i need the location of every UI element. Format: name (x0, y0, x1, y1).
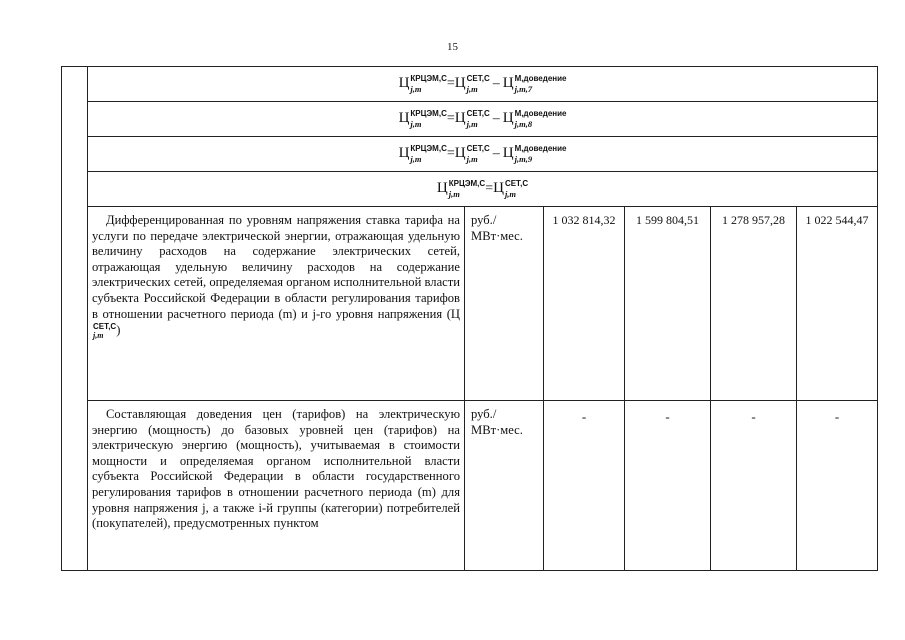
value-cell (711, 207, 797, 401)
formula-lhs-sup: КРЦЭМ,С (410, 108, 447, 118)
formula-lhs-sub: j,m (410, 153, 422, 164)
formula-term-symbol: Ц (502, 145, 514, 161)
formula-row (62, 172, 878, 207)
formula-lhs-sup: КРЦЭМ,С (410, 143, 447, 153)
formula-lhs-symbol: Ц (398, 110, 410, 126)
formula-rhs-sub: j,m (504, 188, 517, 199)
formula-rhs-sup: СЕТ,С (504, 178, 529, 188)
unit-text: руб./ МВт·мес. (471, 407, 523, 437)
unit-text: руб./ МВт·мес. (471, 213, 523, 243)
description-cell (88, 401, 465, 571)
value-cell (544, 207, 625, 401)
formula-term-symbol: Ц (502, 75, 514, 91)
formula (399, 143, 567, 165)
formula (399, 108, 567, 130)
formula-rhs-symbol: Ц (454, 110, 466, 126)
formula-rhs-symbol: Ц (493, 180, 504, 196)
formula-term-sub: j,m,7 (514, 83, 533, 94)
formula-eq: = (446, 111, 455, 126)
value-text: 1 599 804,51 (636, 213, 699, 227)
formula-cell (88, 137, 878, 172)
value-cell (544, 401, 625, 571)
table-row (62, 401, 878, 571)
value-text: 1 022 544,47 (805, 213, 869, 227)
value-text: - (751, 409, 756, 424)
formula-term-sup: М,доведение (514, 73, 567, 83)
formula-lhs-sub: j,m (410, 83, 422, 94)
description-text (88, 207, 464, 344)
formula-term-sub: j,m,9 (514, 153, 533, 164)
value-text: - (834, 409, 840, 424)
formula-term-sub: j,m,8 (514, 118, 533, 129)
formula-row (62, 67, 878, 102)
description-cell (88, 207, 465, 401)
value-cell (797, 401, 878, 571)
formula-term-sup: М,доведение (514, 143, 567, 153)
formula-eq: = (446, 76, 455, 91)
formula-rhs-sub: j,m (466, 83, 478, 94)
unit-cell (465, 207, 544, 401)
formula-rhs-sub: j,m (466, 118, 478, 129)
formula-lhs-sup: КРЦЭМ,С (410, 73, 447, 83)
value-cell (625, 207, 711, 401)
value-cell (711, 401, 797, 571)
formula-rhs-symbol: Ц (454, 145, 466, 161)
formula-op: – (492, 146, 500, 161)
description-close: ) (116, 323, 121, 338)
formula-row (62, 137, 878, 172)
table-row (62, 207, 878, 401)
description-sup: СЕТ,С (93, 322, 117, 332)
page-number: 15 (447, 41, 458, 53)
formula-rhs-sub: j,m (466, 153, 478, 164)
formula-cell (88, 67, 878, 102)
formula-row (62, 102, 878, 137)
formula-cell (88, 172, 878, 207)
formula-lhs-sub: j,m (410, 118, 422, 129)
formula-lhs-sub: j,m (448, 188, 460, 199)
formula-lhs-symbol: Ц (398, 145, 410, 161)
formula (437, 178, 528, 200)
formula-lhs-symbol: Ц (436, 180, 448, 196)
description-symbol: Ц (450, 306, 460, 321)
formula-term-symbol: Ц (502, 110, 514, 126)
formula-term-sup: М,доведение (514, 108, 567, 118)
value-cell (625, 401, 711, 571)
formula-lhs-sup: КРЦЭМ,С (448, 178, 486, 188)
formula-eq: = (485, 181, 494, 196)
formula-cell (88, 102, 878, 137)
formula-eq: = (446, 146, 455, 161)
value-text: 1 032 814,32 (552, 213, 616, 227)
formula-lhs-symbol: Ц (398, 75, 410, 91)
value-text: - (581, 409, 587, 424)
description-body: Дифференцированная по уровням напряжения ставка тарифа на услуги по передаче электрической энергии, отражающая удельную величину расходов на содержание электрических сетей, отражающая удельную величину расходов на содержание электрических сетей, определяемая органом исполнительной власти субъекта Российской Федерации в области регулирования тарифов в отношении расчетного периода (m) и j-го уровня напряжения ( (92, 213, 460, 321)
formula-rhs-sup: СЕТ,С (466, 143, 490, 153)
unit-cell (465, 401, 544, 571)
description-text: Составляющая доведения цен (тарифов) на электрическую энергию (мощность) до базовых уровней цен (тарифов) на электрическую энергию (мощность), учитываемая в стоимости мощности и определяемая органом исполнительной власти субъекта Российской Федерации в области государственного регулирования тарифов в отношении расчетного периода (m) для уровня напряжения j, а также i-й группы (категории) потребителей (покупателей), предусмотренных пунктом (92, 407, 460, 531)
formula-rhs-sup: СЕТ,С (466, 108, 490, 118)
formula-rhs-symbol: Ц (454, 75, 466, 91)
row-number-cell (62, 67, 88, 571)
value-text: 1 278 957,28 (722, 213, 785, 227)
description-sub: j,m (93, 331, 104, 341)
formula-op: – (492, 76, 500, 91)
value-text: - (665, 409, 670, 424)
formula-op: – (492, 111, 500, 126)
formula-rhs-sup: СЕТ,С (466, 73, 490, 83)
formula (399, 73, 567, 95)
value-cell (797, 207, 878, 401)
tariff-table (61, 66, 878, 571)
